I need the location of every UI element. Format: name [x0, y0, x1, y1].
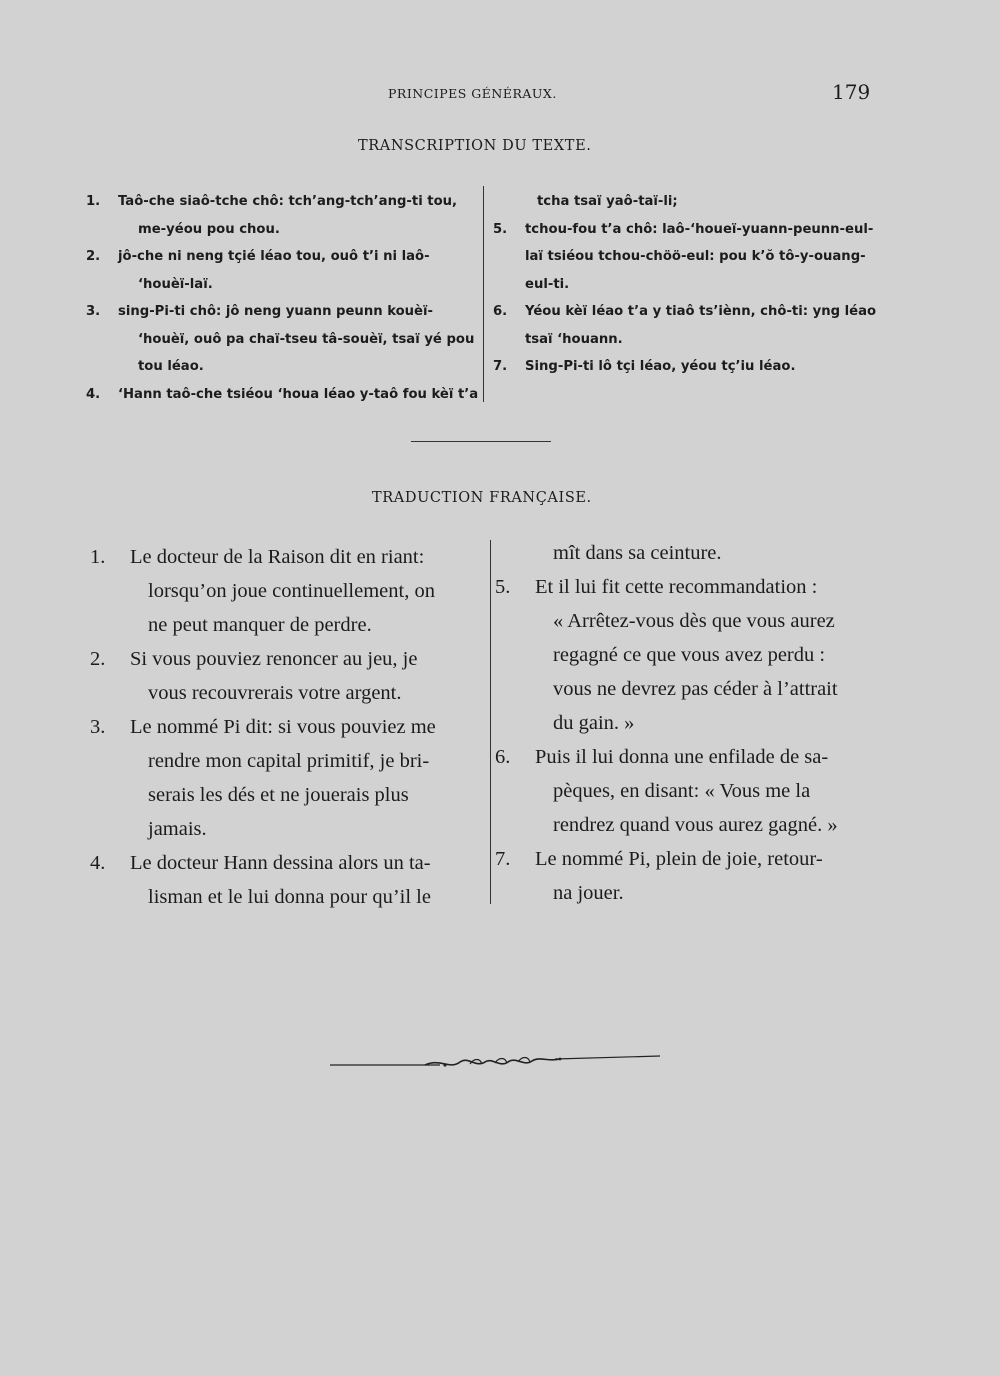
- item-number: 1.: [86, 194, 101, 209]
- item-line: pèques, en disant: « Vous me la: [553, 780, 811, 802]
- item-number: 6.: [493, 304, 508, 319]
- item-line: Si vous pouviez renoncer au jeu, je: [130, 648, 418, 670]
- numbered-item: [86, 381, 478, 409]
- item-line: ‘houèï, ouô pa chaï-tseu tâ-souèï, tsaï yé pou: [138, 331, 475, 347]
- item-line: Puis il lui donna une enfilade de sa-: [535, 746, 829, 768]
- transcription-left-column: [86, 188, 478, 408]
- numbered-item: [493, 298, 885, 353]
- item-line: me-yéou pou chou.: [138, 221, 280, 237]
- translation-right-column: [495, 536, 880, 910]
- numbered-item: [495, 570, 880, 740]
- numbered-item: [90, 642, 482, 710]
- item-line: Le nommé Pi dit: si vous pouviez me: [130, 716, 436, 738]
- item-number: 5.: [493, 221, 508, 237]
- item-line: lisman et le lui donna pour qu’il le: [148, 886, 431, 908]
- numbered-item: [86, 243, 478, 298]
- translation-left-column: [90, 540, 482, 914]
- item-line: Et il lui fit cette recommandation :: [535, 576, 818, 598]
- item-line: tsaï ‘houann.: [525, 331, 623, 347]
- numbered-item: [86, 188, 478, 243]
- numbered-item: [90, 846, 482, 914]
- item-line: ne peut manquer de perdre.: [148, 614, 372, 636]
- numbered-item: [493, 216, 885, 299]
- item-line: du gain. »: [553, 712, 635, 734]
- item-line: vous ne devrez pas céder à l’attrait: [553, 678, 838, 700]
- item-line: Yéou kèï léao t’a y tiaô ts’iènn, chô-ti: yng léao: [525, 304, 877, 319]
- numbered-item: [495, 842, 880, 910]
- flourish-ornament-icon: [330, 1048, 660, 1078]
- item-line: Le docteur de la Raison dit en riant:: [130, 546, 425, 568]
- item-number: 1.: [90, 546, 106, 568]
- item-line: tou léao.: [138, 359, 204, 374]
- item-line: serais les dés et ne jouerais plus: [148, 784, 409, 806]
- item-line: rendrez quand vous aurez gagné. »: [553, 814, 838, 836]
- item-number: 7.: [493, 359, 508, 374]
- item-line: regagné ce que vous avez perdu :: [553, 644, 826, 666]
- page-number: 179: [832, 80, 871, 104]
- item-number: 7.: [495, 848, 511, 870]
- item-line: Le nommé Pi, plein de joie, retour-: [535, 848, 823, 870]
- item-line: jamais.: [148, 818, 207, 840]
- item-number: 3.: [90, 716, 106, 738]
- section-rule: [411, 441, 551, 442]
- item-number: 2.: [90, 648, 106, 670]
- numbered-item: [86, 298, 478, 381]
- item-line: sing-Pi-ti chô: jô neng yuann peunn kouèï-: [118, 304, 433, 319]
- transcription-right-column: [493, 188, 885, 381]
- item-line: eul-ti.: [525, 276, 570, 292]
- item-line: rendre mon capital primitif, je bri-: [148, 750, 430, 772]
- item-line: vous recouvrerais votre argent.: [148, 682, 402, 704]
- item-line: na jouer.: [553, 882, 624, 904]
- item-number: 4.: [90, 852, 106, 874]
- column-divider: [490, 540, 491, 904]
- item-number: 5.: [495, 576, 511, 598]
- transcription-title: TRANSCRIPTION DU TEXTE.: [358, 138, 592, 154]
- item-line: laï tsiéou tchou-chöö-eul: pou k’ŏ tô-y-ouang-: [525, 249, 866, 264]
- item-line: Sing-Pi-ti lô tçi léao, yéou tç’iu léao.: [525, 359, 796, 374]
- transcription-continuation: tcha tsaï yaô-taï-li;: [537, 194, 678, 209]
- item-line: Taô-che siaô-tche chô: tch’ang-tch’ang-ti tou,: [118, 194, 458, 209]
- item-line: jô-che ni neng tçié léao tou, ouô t’i ni laô-: [118, 249, 430, 264]
- numbered-item: [493, 353, 885, 381]
- column-divider: [483, 186, 484, 402]
- item-line: Le docteur Hann dessina alors un ta-: [130, 852, 431, 874]
- numbered-item: [90, 540, 482, 642]
- item-line: lorsqu’on joue continuellement, on: [148, 580, 435, 602]
- item-line: tchou-fou t’a chô: laô-‘houeï-yuann-peunn-eul-: [525, 221, 874, 237]
- item-number: 6.: [495, 746, 511, 768]
- translation-title: TRADUCTION FRANÇAISE.: [372, 490, 592, 506]
- numbered-item: [495, 740, 880, 842]
- item-number: 4.: [86, 386, 101, 402]
- item-line: « Arrêtez-vous dès que vous aurez: [553, 610, 835, 632]
- item-number: 2.: [86, 249, 101, 264]
- running-head: PRINCIPES GÉNÉRAUX.: [388, 86, 557, 101]
- item-number: 3.: [86, 304, 101, 319]
- numbered-item: [90, 710, 482, 846]
- item-line: ‘Hann taô-che tsiéou ‘houa léao y-taô fou kèï t’a: [118, 386, 479, 402]
- item-line: ‘houèï-laï.: [138, 276, 213, 292]
- translation-continuation: mît dans sa ceinture.: [553, 542, 722, 564]
